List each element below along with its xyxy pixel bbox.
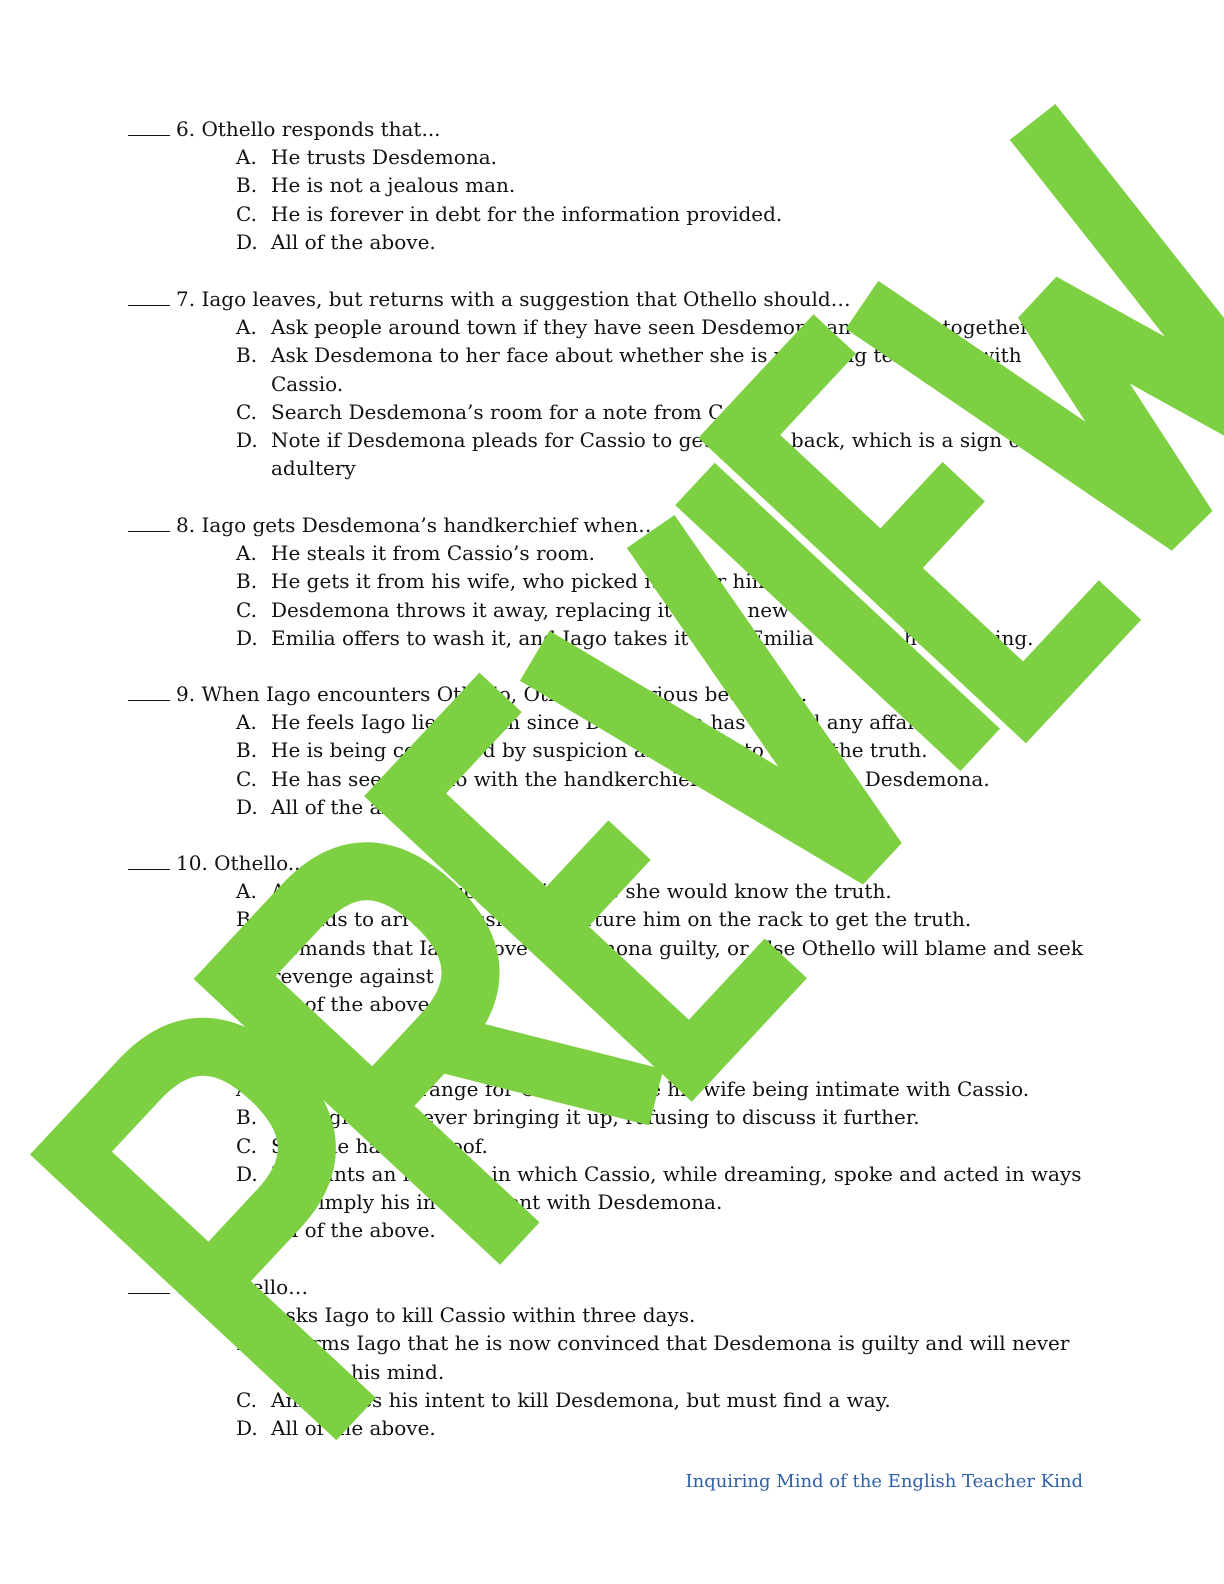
option-b [128,1103,1088,1131]
option-text: Desdemona throws it away, replacing it with a new one. [271,597,839,622]
option-a [128,539,1088,567]
option-text: All of the above. [271,229,436,254]
option-d [128,1414,1088,1442]
option-letter: C. [236,1387,257,1412]
option-text: Asks Iago to kill Cassio within three days. [271,1303,696,1327]
option-e [128,1216,1088,1244]
option-letter: D. [236,428,258,453]
option-text: Says he can arrange for Othello to see his wife being intimate with Cassio. [271,1077,1030,1101]
option-text: All of the above. [271,1416,436,1441]
option-d [128,990,1088,1018]
option-a [128,313,1088,341]
option-text: Announces his intent to kill Desdemona, but must find a way. [271,1387,891,1412]
option-text: He steals it from Cassio’s room. [271,541,595,565]
option-text: Asks Iago to question Emilia since she would know the truth. [271,879,892,903]
question-11 [128,1047,1088,1245]
option-d [128,1160,1088,1217]
option-letter: A. [236,145,257,169]
option-letter: C. [236,399,257,424]
option-text: Recounts an incident in which Cassio, while dreaming, spoke and acted in ways that imply his involvement with Desdemona. [271,1161,1082,1215]
question-stem [128,1047,1088,1075]
option-b [128,171,1088,199]
option-b [128,905,1088,933]
answer-blank[interactable] [128,287,170,306]
option-letter: C. [236,766,257,791]
option-text: Says he has no proof. [271,1133,488,1158]
option-text: He is not a jealous man. [271,173,516,198]
option-letter: C. [236,935,257,960]
option-a [128,1075,1088,1103]
option-text: He feels Iago lied to him since Desdemona has denied any affair. [271,710,928,734]
answer-blank[interactable] [128,682,170,701]
option-letter: D. [236,229,258,254]
option-text: Informs Iago that he is now convinced that Desdemona is guilty and will never change his mind. [271,1331,1070,1384]
option-letter: A. [236,1303,257,1327]
option-c [128,398,1088,426]
option-text: Emilia offers to wash it, and Iago takes it from Emilia without her noticing. [271,625,1034,650]
option-b [128,736,1088,764]
question-stem [128,511,1088,539]
option-text: He gets it from his wife, who picked it up for him. [271,569,778,594]
option-letter: D. [236,992,258,1017]
option-d [128,624,1088,652]
option-letter: A. [236,879,257,903]
question-9 [128,680,1088,821]
question-stem [128,680,1088,708]
option-letter: D. [236,625,258,650]
option-d [128,228,1088,256]
question-text: 7. Iago leaves, but returns with a suggestion that Othello should… [176,287,851,311]
option-letter: B. [236,173,258,198]
answer-blank[interactable] [128,513,170,532]
question-text: 10. Othello... [176,851,307,875]
option-letter: D. [236,794,258,819]
option-letter: C. [236,201,257,226]
question-text: 12. Othello… [176,1275,309,1299]
question-8 [128,511,1088,652]
option-letter: B. [236,1105,258,1130]
question-6 [128,115,1088,256]
question-stem [128,1273,1088,1301]
option-c [128,1132,1088,1160]
answer-blank[interactable] [128,851,170,870]
option-letter: B. [236,907,258,932]
option-letter: A. [236,541,257,565]
option-text: All of the above. [271,794,436,819]
option-letter: C. [236,597,257,622]
option-letter: C. [236,1133,257,1158]
option-b [128,341,1088,398]
option-letter: E. [236,1218,257,1243]
answer-blank[interactable] [128,1275,170,1294]
option-a [128,708,1088,736]
option-c [128,1386,1088,1414]
option-a [128,1301,1088,1329]
option-letter: B. [236,1331,258,1356]
option-b [128,1329,1088,1386]
option-letter: D. [236,1416,258,1441]
option-text: He is forever in debt for the information provided. [271,201,783,226]
question-12 [128,1273,1088,1442]
option-text: All of the above. [271,992,436,1017]
option-text: Search Desdemona’s room for a note from Cassio. [271,399,781,424]
option-a [128,143,1088,171]
option-b [128,567,1088,595]
option-a [128,877,1088,905]
option-text: He has seen Cassio with the handkerchief Othello gave to Desdemona. [271,766,990,791]
question-10 [128,849,1088,1018]
option-c [128,596,1088,624]
option-text: Intends to arrest Cassio and torture him on the rack to get the truth. [271,907,972,932]
answer-blank[interactable] [128,117,170,136]
option-letter: A. [236,1077,257,1101]
option-c [128,200,1088,228]
option-letter: D. [236,1161,258,1186]
question-text: 11. Iago… [176,1049,279,1073]
option-c [128,934,1088,991]
option-text: Ask Desdemona to her face about whether she is watching television with Cassio. [271,343,1022,396]
option-letter: B. [236,569,258,594]
option-letter: A. [236,315,257,339]
option-letter: A. [236,710,257,734]
answer-blank[interactable] [128,1049,170,1068]
question-stem [128,115,1088,143]
option-text: Apologizes for ever bringing it up, refusing to discuss it further. [271,1105,920,1130]
option-text: He is being consumed by suspicion and needs to know the truth. [271,738,928,763]
option-letter: B. [236,343,258,368]
question-text: 9. When Iago encounters Othello, Othello is furious because… [176,682,808,706]
option-text: He trusts Desdemona. [271,145,497,169]
question-7 [128,285,1088,483]
option-text: Note if Desdemona pleads for Cassio to get his job back, which is a sign of her adultery [271,428,1069,481]
option-text: All of the above. [271,1218,436,1243]
option-text: Ask people around town if they have seen Desdemona and Cassio together [271,315,1030,339]
option-c [128,765,1088,793]
question-text: 8. Iago gets Desdemona’s handkerchief when… [176,513,659,537]
option-text: Demands that Iago prove Desdemona guilty, or else Othello will blame and seek revenge against Iago. [271,935,1083,988]
option-d [128,426,1088,483]
question-stem [128,849,1088,877]
footer-credit: Inquiring Mind of the English Teacher Kind [685,1471,1083,1492]
option-letter: B. [236,738,258,763]
question-stem [128,285,1088,313]
question-text: 6. Othello responds that... [176,117,441,141]
option-d [128,793,1088,821]
